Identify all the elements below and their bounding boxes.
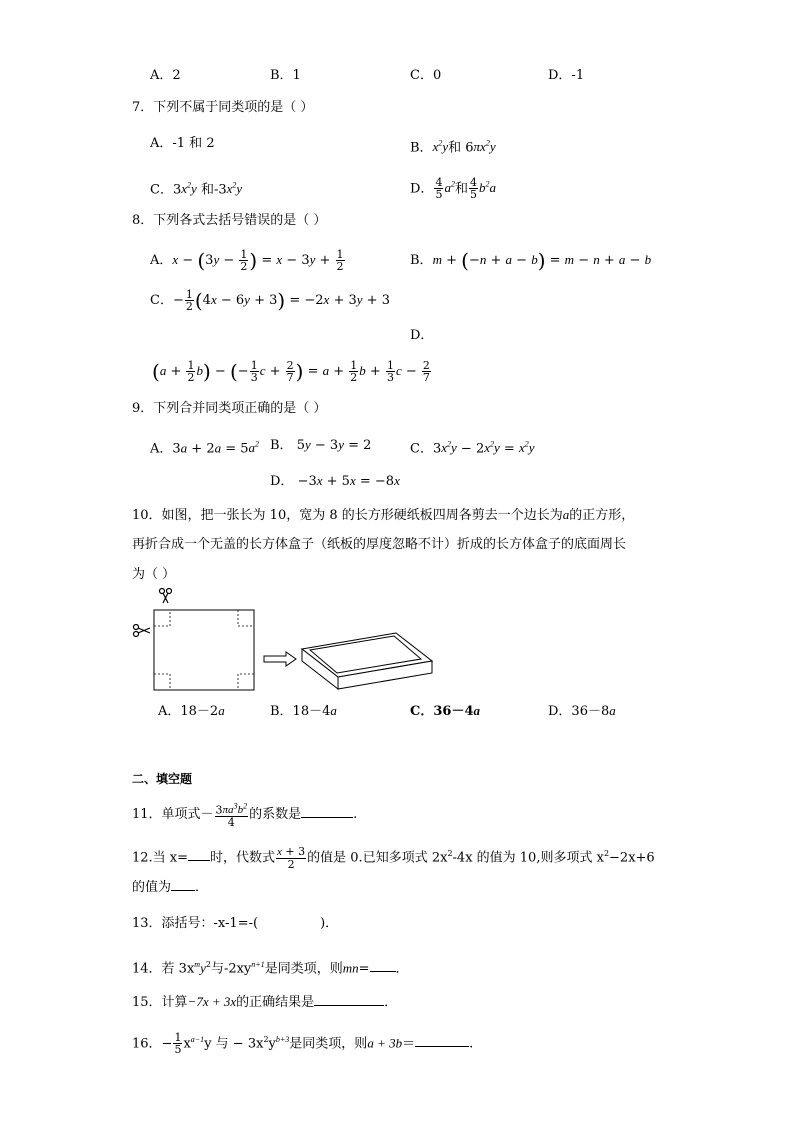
q7-stem: 7．下列不属于同类项的是（ ） [132,100,314,115]
q8-option-c: C．− $\frac{1}{2}$ (4x − 6y + 3) = −2x + 3y + 3 [150,288,390,313]
q11: 11．单项式－ $\frac{3\pi a^3b^2}{4}$ 的系数是 . [132,801,358,830]
q8-stem: 8．下列各式去括号错误的是（ ） [132,213,327,228]
q12-line2: 的值为 ． [132,880,209,895]
q6-option-a: A．2 [150,68,181,83]
q7-option-c: C．$3x^2y$ 和$-3x^2y$ [150,181,243,198]
corner-cut-tl [154,610,170,626]
corner-cut-br [238,674,254,690]
q10-option-a: A．18－2a [158,703,225,719]
q14: 14．若 $3x^my^2$与$-2xy^{n+1}$是同类项，则mn= ． [132,960,409,977]
q12-x-blank[interactable] [188,848,210,861]
section-title: 二、填空题 [132,772,193,786]
q6-option-d: D．-1 [548,68,585,83]
q11-answer-blank[interactable] [301,805,353,818]
q9-option-a: A．$3a + 2a = 5a^2$ [150,440,260,457]
q7-option-b: B．$x^2y$和 $6\pi x^2y$ [410,139,496,156]
q12-line1: 12.当 x= 时，代数式 $\frac{x + 3}{2}$ 的值是 0.已知多项式 $2x^2-4x$ 的值为 10,则多项式 $x^2-2x+6$ [132,844,655,871]
corner-cut-bl [154,674,170,690]
arrow-icon [264,652,296,666]
q10-line3: 为（ ） [132,567,176,582]
scissors-icon-left [134,625,151,637]
cardboard-rect [154,610,254,690]
q16: 16．− $\frac{1}{5}$ $x^{a-1}y$ 与 − $3x^2y^{b+3}$是同类项，则a + 3b＝ . [132,1031,474,1057]
q7-option-a: A．-1 和 2 [150,136,215,151]
q10-line1: 10．如图，把一张长为 10，宽为 8 的长方形硬纸板四周各剪去一个边长为a的正方形， [132,507,635,523]
q10-option-b: B．18－4a [270,703,337,719]
q13: 13．添括号：-x-1=-( )． [132,916,339,931]
q15: 15．计算−7x + 3x的正确结果是 ． [132,994,398,1010]
q10-line2: 再折合成一个无盖的长方体盒子（纸板的厚度忽略不计）折成的长方体盒子的底面周长 [132,537,627,552]
q9-stem: 9．下列合并同类项正确的是（ ） [132,401,327,416]
q6-option-b: B．1 [270,68,301,83]
q14-answer-blank[interactable] [370,959,396,972]
q16-answer-blank[interactable] [415,1034,469,1047]
q9-option-c: C．$3x^2y - 2x^2y = x^2y$ [410,440,535,457]
q8-option-b: B．m + (−n + a − b) = m − n + a − b [410,248,652,273]
open-box [302,633,432,689]
q9-option-d: D． −3x + 5x = −8x [270,473,400,489]
q7-option-d: D． $\frac{4}{5}$ $a^2$和 $\frac{4}{5}$ $b^2a$ [410,176,496,202]
q9-option-b: B． 5y − 3y = 2 [270,437,372,453]
q8-option-d-label: D． [410,328,434,343]
q10-figure [128,585,448,697]
corner-cut-tr [238,610,254,626]
scissors-icon-top [160,589,172,604]
q6-option-c: C．0 [410,68,442,83]
q12-value-blank[interactable] [171,878,195,891]
q10-option-c: C．36－4a [410,703,480,719]
q15-answer-blank[interactable] [314,993,384,1006]
q10-option-d: D．36－8a [548,703,616,719]
q8-option-a: A．x − (3y − $\frac{1}{2}$ ) = x − 3y + $\frac{1}{2}$ [150,248,344,273]
q8-option-d: (a + $\frac{1}{2}$ b) − (− $\frac{1}{3}$ c + $\frac{2}{7}$ ) = a + $\frac{1}{2}$ b + $\frac{1}{3}$ c − $\frac{2}{7}$ [152,359,430,384]
